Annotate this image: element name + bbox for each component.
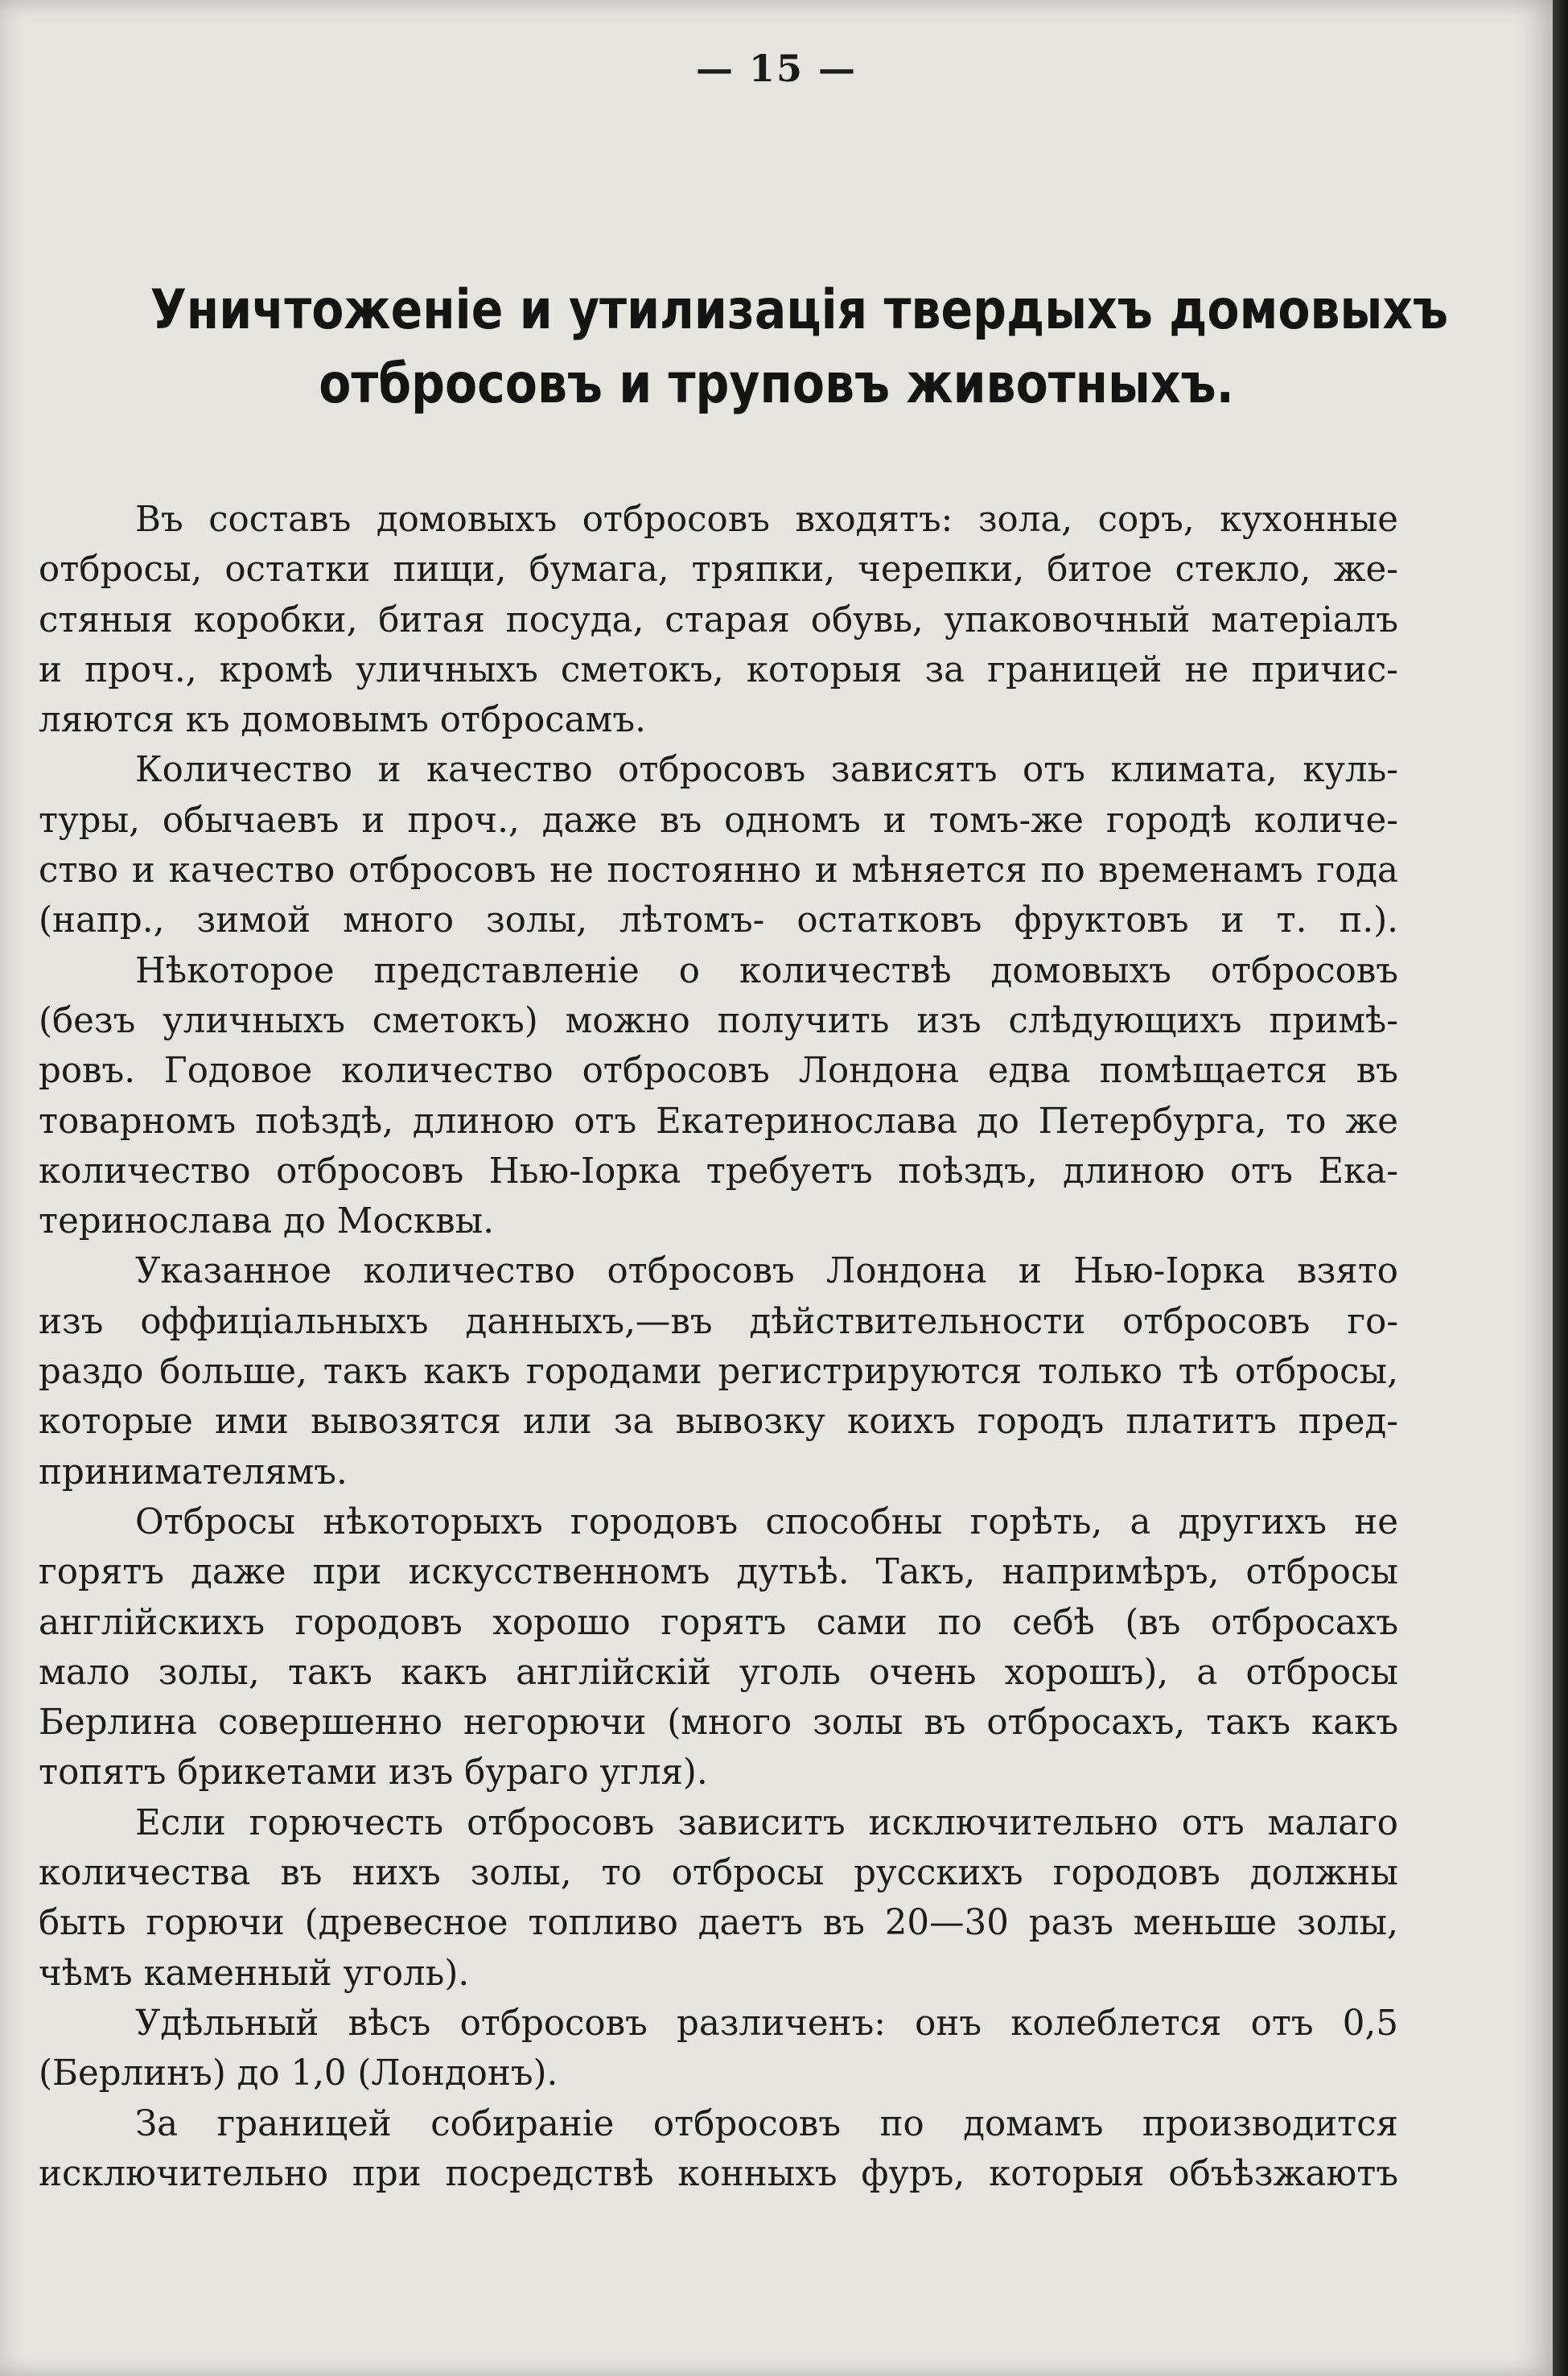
text-line: горятъ даже при искусственномъ дутьѣ. Такъ, напримѣръ, отбросы xyxy=(39,1552,1398,1593)
text-line: изъ оффиціальныхъ данныхъ,—въ дѣйствительности отбросовъ го- xyxy=(39,1301,1398,1342)
text-line: Удѣльный вѣсъ отбросовъ различенъ: онъ колеблется отъ 0,5 xyxy=(135,2003,1398,2044)
text-line: которые ими вывозятся или за вывозку коихъ городъ платитъ пред- xyxy=(39,1402,1398,1443)
text-line: (Берлинъ) до 1,0 (Лондонъ). xyxy=(39,2053,558,2094)
page-number: — 15 — xyxy=(695,47,858,90)
text-line: ровъ. Годовое количество отбросовъ Лондона едва помѣщается въ xyxy=(39,1051,1398,1092)
text-line: Въ составъ домовыхъ отбросовъ входятъ: зола, соръ, кухонные xyxy=(135,500,1398,540)
text-line: ляются къ домовымъ отбросамъ. xyxy=(39,700,646,741)
text-line: топятъ брикетами изъ бураго угля). xyxy=(39,1752,708,1793)
text-line: быть горючи (древесное топливо даетъ въ 20—30 разъ меньше золы, xyxy=(39,1903,1398,1944)
body-text xyxy=(39,495,1398,2199)
text-line: раздо больше, такъ какъ городами регистрируются только тѣ отбросы, xyxy=(39,1352,1398,1393)
chapter-title xyxy=(150,274,1449,422)
text-line: принимателямъ. xyxy=(39,1452,348,1493)
text-line: товарномъ поѣздѣ, длиною отъ Екатеринослава до Петербурга, то же xyxy=(39,1101,1398,1142)
text-line: стяныя коробки, битая посуда, старая обувь, упаковочный матеріалъ xyxy=(39,599,1398,640)
text-line: Указанное количество отбросовъ Лондона и Нью-Іорка взято xyxy=(135,1251,1398,1292)
text-line: отбросы, остатки пищи, бумага, тряпки, черепки, битое стекло, же- xyxy=(39,550,1398,591)
text-line: чѣмъ каменный уголь). xyxy=(39,1953,470,1994)
chapter-title-line-2: отбросовъ и труповъ животныхъ. xyxy=(319,352,1234,416)
text-line: теринослава до Москвы. xyxy=(39,1201,495,1242)
text-line: Нѣкоторое представленіе о количествѣ домовыхъ отбросовъ xyxy=(135,950,1398,991)
text-line: Количество и качество отбросовъ зависятъ отъ климата, куль- xyxy=(135,750,1398,791)
text-line: За границей собираніе отбросовъ по домамъ производится xyxy=(135,2103,1398,2144)
page-edge-shadow xyxy=(1553,0,1568,2376)
text-line: (безъ уличныхъ сметокъ) можно получить изъ слѣдующихъ примѣ- xyxy=(39,1000,1398,1041)
text-line: туры, обычаевъ и проч., даже въ одномъ и томъ-же городѣ количе- xyxy=(39,800,1398,841)
text-line: (напр., зимой много золы, лѣтомъ- остатковъ фруктовъ и т. п.). xyxy=(39,900,1398,941)
text-line: Если горючесть отбросовъ зависитъ исключительно отъ малаго xyxy=(135,1802,1398,1843)
text-line: Берлина совершенно негорючи (много золы въ отбросахъ, такъ какъ xyxy=(39,1703,1398,1744)
text-line: количества въ нихъ золы, то отбросы русскихъ городовъ должны xyxy=(39,1853,1398,1894)
text-line: Отбросы нѣкоторыхъ городовъ способны горѣть, а другихъ не xyxy=(135,1501,1398,1542)
text-line: количество отбросовъ Нью-Іорка требуетъ поѣздъ, длиною отъ Ека- xyxy=(39,1151,1398,1192)
text-line: исключительно при посредствѣ конныхъ фуръ, которыя объѣзжаютъ xyxy=(39,2153,1398,2194)
text-line: ство и качество отбросовъ не постоянно и мѣняется по временамъ года xyxy=(39,850,1398,892)
text-line: и проч., кромѣ уличныхъ сметокъ, которыя за границей не причис- xyxy=(39,649,1398,690)
chapter-title-line-1: Уничтоженіе и утилизація твердыхъ домовыхъ xyxy=(150,278,1449,342)
text-line: мало золы, такъ какъ англійскій уголь очень хорошъ), а отбросы xyxy=(39,1652,1398,1693)
text-line: англійскихъ городовъ хорошо горятъ сами по себѣ (въ отбросахъ xyxy=(39,1602,1398,1643)
